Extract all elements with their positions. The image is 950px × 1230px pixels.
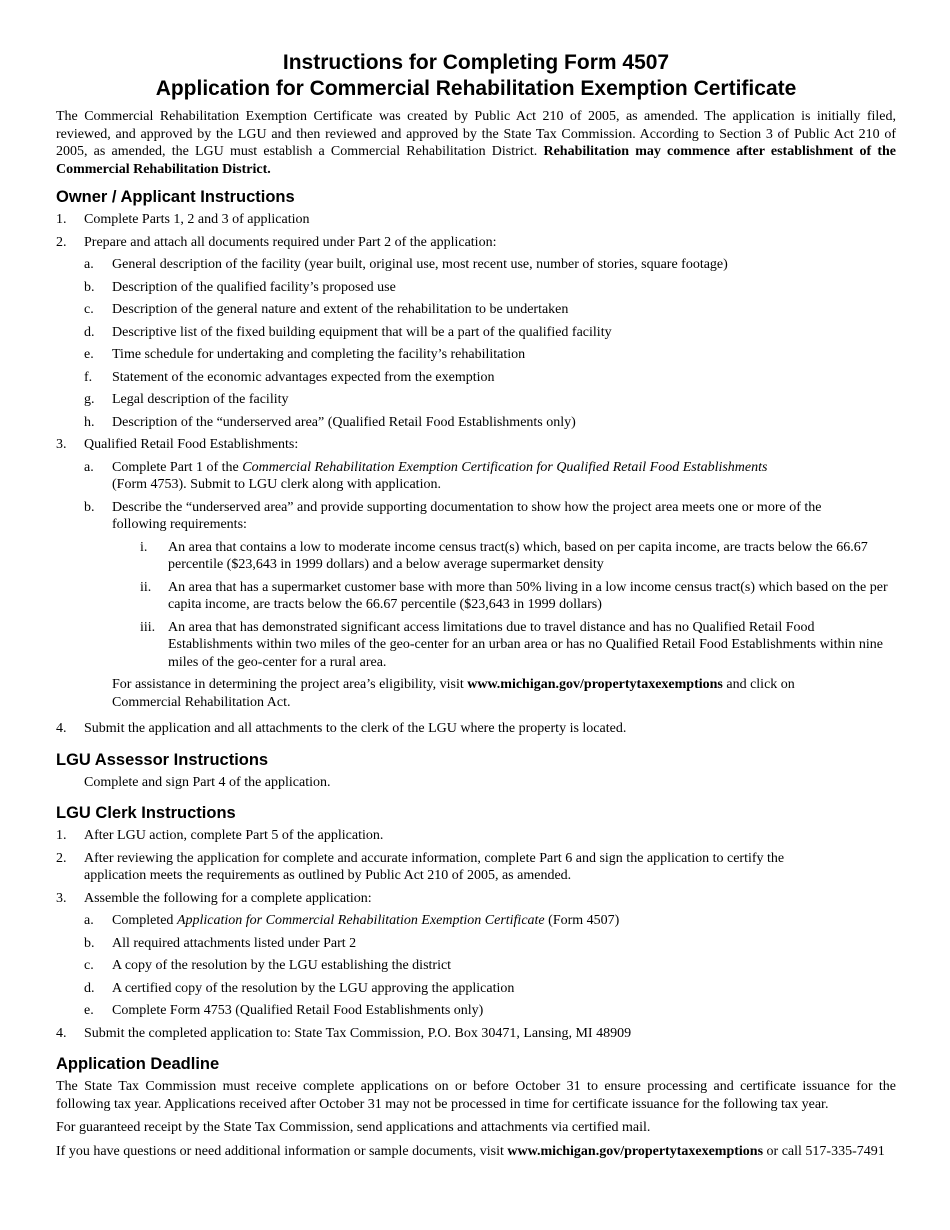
sub-list-item [84, 256, 896, 274]
title-line-1: Instructions for Completing Form 4507 [282, 51, 670, 74]
owner-heading: Owner / Applicant Instructions [56, 188, 295, 206]
list-text: Prepare and attach all documents required under Part 2 of the application: [84, 234, 497, 250]
roman-number: i. [140, 539, 148, 555]
form-title-italic: Application for Commercial Rehabilitation Exemption Certificate [176, 913, 545, 928]
list-number: 3. [56, 437, 67, 452]
list-text: Complete Parts 1, 2 and 3 of application [84, 212, 310, 227]
eligibility-note [112, 676, 896, 711]
sub-text: Statement of the economic advantages expected from the exemption [112, 369, 495, 385]
list-item [56, 211, 896, 229]
sub-list-item [84, 1002, 896, 1020]
contact-text-pre: If you have questions or need additional information or sample documents, visit [56, 1143, 508, 1159]
roman-text: An area that contains a low to moderate income census tract(s) which, based on per capita income, are tracts below the 66.67 percentile ($23,643 in 1999 dollars) and a below average supermarket density [168, 539, 868, 572]
sub-number: b. [84, 935, 95, 951]
sub-text-post: (Form 4507) [544, 913, 620, 928]
sub-list-item [84, 279, 896, 297]
sub-number: a. [84, 459, 94, 475]
list-item [56, 436, 896, 454]
list-item [56, 234, 896, 252]
sub-number: e. [84, 347, 94, 362]
list-text: Qualified Retail Food Establishments: [84, 437, 299, 452]
note-text-post: and click on Commercial Rehabilitation Act. [112, 677, 795, 710]
sub-list-item [84, 414, 896, 432]
list-number: 2. [56, 850, 67, 866]
sub-text [112, 912, 896, 930]
sub-list-item [84, 957, 896, 975]
roman-list-item [140, 539, 896, 574]
roman-text: An area that has a supermarket customer base with more than 50% living in a low income census tract(s) which based on the per capita income, are tracts below the 66.67 percentile ($23,643 in 1999 dollars) [168, 579, 888, 612]
intro-paragraph [56, 108, 896, 178]
deadline-paragraph: The State Tax Commission must receive complete applications on or before October 31 to ensure processing and certificate issuance for the following tax year. Applications received after October 31 may not be processed in time for certificate issuance for the following tax year. [56, 1079, 896, 1112]
sub-text: Describe the “underserved area” and provide supporting documentation to show how the project area meets one or more of the following requirements: [112, 499, 822, 532]
certified-mail-paragraph: For guaranteed receipt by the State Tax Commission, send applications and attachments via certified mail. [56, 1120, 651, 1135]
list-number: 1. [56, 212, 67, 227]
sub-number: c. [84, 958, 94, 973]
sub-list-item [84, 391, 896, 409]
clerk-heading: LGU Clerk Instructions [56, 804, 236, 822]
roman-number: iii. [140, 619, 156, 635]
sub-text-pre: Completed [112, 913, 177, 928]
sub-text-post: (Form 4753). Submit to LGU clerk along with application. [112, 477, 441, 492]
sub-text: Descriptive list of the fixed building equipment that will be a part of the qualified facility [112, 324, 612, 340]
list-item [56, 720, 896, 738]
sub-list-item [84, 980, 896, 998]
list-number: 1. [56, 828, 67, 843]
title-line-2: Application for Commercial Rehabilitation Exemption Certificate [155, 77, 797, 100]
sub-number: e. [84, 1003, 94, 1018]
sub-list-item [84, 369, 896, 387]
deadline-heading: Application Deadline [56, 1055, 220, 1073]
sub-text-pre: Complete Part 1 of the [112, 459, 243, 475]
list-text: After reviewing the application for complete and accurate information, complete Part 6 and sign the application to certify the application meets the requirements as outlined by Public Act 210 of 2005, as amended. [84, 850, 785, 883]
list-text: Submit the completed application to: State Tax Commission, P.O. Box 30471, Lansing, MI 48909 [84, 1025, 632, 1041]
website-link[interactable]: www.michigan.gov/propertytaxexemptions [467, 677, 723, 692]
sub-text: Legal description of the facility [112, 392, 289, 407]
sub-text [112, 459, 896, 494]
list-text: Assemble the following for a complete application: [84, 890, 372, 906]
sub-list-item [84, 459, 896, 494]
sub-text: General description of the facility (year built, original use, most recent use, number of stories, square footage) [112, 257, 728, 272]
document-page [56, 50, 896, 1166]
roman-text: An area that has demonstrated significant access limitations due to travel distance and has no Qualified Retail Food Establishments within two miles of the geo-center for an urban area or has no Qualified Retail Food Establishments within nine miles of the geo-center for a rural area. [168, 619, 884, 670]
roman-list-item [140, 619, 896, 672]
sub-text: All required attachments listed under Part 2 [112, 935, 357, 951]
list-text: Submit the application and all attachments to the clerk of the LGU where the property is located. [84, 721, 627, 736]
list-text: After LGU action, complete Part 5 of the application. [84, 828, 384, 843]
list-item [56, 890, 896, 908]
sub-number: f. [84, 369, 93, 385]
assessor-heading: LGU Assessor Instructions [56, 750, 269, 769]
intro-bold-text: Rehabilitation may commence after establishment of the Commercial Rehabilitation District. [56, 144, 896, 177]
list-number: 4. [56, 721, 67, 736]
sub-list-item [84, 499, 896, 534]
sub-list-item [84, 301, 896, 319]
owner-list [56, 211, 896, 738]
form-title-italic: Commercial Rehabilitation Exemption Certification for Qualified Retail Food Establishments [242, 459, 768, 475]
list-number: 4. [56, 1025, 67, 1041]
note-text-pre: For assistance in determining the project area’s eligibility, visit [112, 677, 468, 692]
sub-number: b. [84, 499, 95, 515]
sub-text: A copy of the resolution by the LGU establishing the district [112, 958, 452, 973]
sub-text: Complete Form 4753 (Qualified Retail Food Establishments only) [112, 1003, 484, 1018]
sub-number: d. [84, 324, 95, 340]
list-number: 2. [56, 234, 67, 250]
sub-list-item [84, 324, 896, 342]
sub-number: h. [84, 414, 95, 430]
sub-number: b. [84, 279, 95, 295]
contact-text-post: or call 517-335-7491 [763, 1143, 885, 1159]
sub-number: g. [84, 392, 95, 407]
sub-text: Time schedule for undertaking and completing the facility’s rehabilitation [112, 347, 526, 362]
sub-text: Description of the “underserved area” (Qualified Retail Food Establishments only) [112, 414, 576, 430]
sub-list-item [84, 912, 896, 930]
intro-text: The Commercial Rehabilitation Exemption Certificate was created by Public Act 210 of 2005, as amended. The application is initially filed, reviewed, and approved by the LGU and then reviewed and approved by the State Tax Commission. According to Section 3 of Public Act 210 of 2005, as amended, the LGU must establish a Commercial Rehabilitation District. [56, 109, 896, 159]
list-item [56, 1025, 896, 1043]
sub-number: c. [84, 302, 94, 317]
deadline-section [56, 1078, 896, 1160]
roman-list-item [140, 579, 896, 614]
clerk-list [56, 827, 896, 1042]
assessor-text: Complete and sign Part 4 of the application. [84, 774, 331, 790]
sub-number: a. [84, 913, 94, 928]
list-item [56, 827, 896, 845]
list-item [56, 850, 896, 885]
sub-text: Description of the qualified facility’s proposed use [112, 279, 396, 295]
sub-list-item [84, 346, 896, 364]
sub-text: A certified copy of the resolution by the LGU approving the application [112, 980, 515, 996]
contact-paragraph [56, 1143, 896, 1161]
roman-number: ii. [140, 579, 152, 595]
sub-list-item [84, 935, 896, 953]
website-link[interactable]: www.michigan.gov/propertytaxexemptions [507, 1143, 764, 1159]
document-title [56, 50, 896, 102]
list-number: 3. [56, 890, 67, 906]
sub-number: d. [84, 980, 95, 996]
sub-text: Description of the general nature and extent of the rehabilitation to be undertaken [112, 302, 569, 317]
sub-number: a. [84, 257, 94, 272]
